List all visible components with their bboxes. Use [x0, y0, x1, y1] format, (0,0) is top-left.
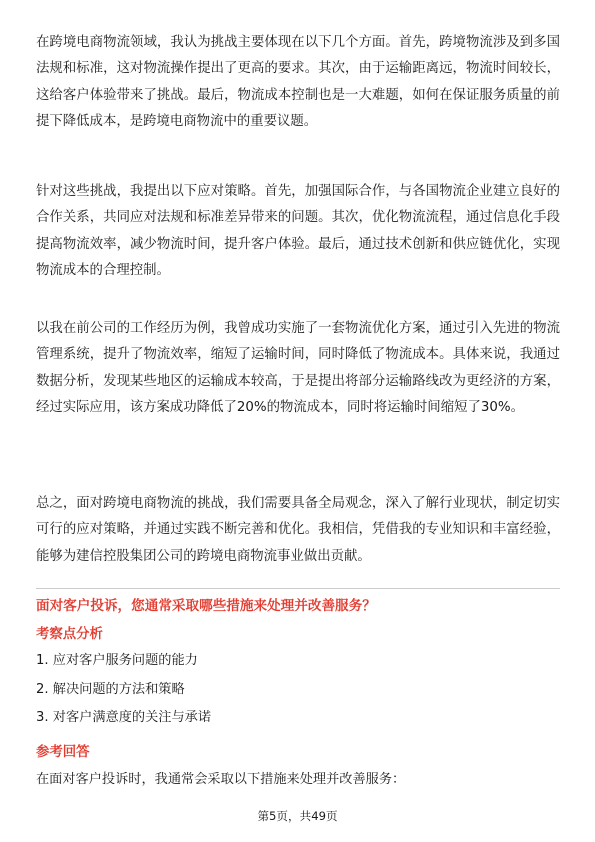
reference-label: 参考回答 — [36, 745, 90, 760]
answer-paragraph-experience: 以我在前公司的工作经历为例，我曾成功实施了一套物流优化方案，通过引入先进的物流管理系统，提升了物流效率，缩短了运输时间，同时降低了物流成本。具体来说，我通过数据分析，发现某些地区的运输成本较高，于是提出将部分运输路线改为更经济的方案，经过实际应用，该方案成功降低了20%的物流成本，同时将运输时间缩短了30%。 — [36, 321, 560, 416]
question-heading: 面对客户投诉，您通常采取哪些措施来处理并改善服务？ — [36, 598, 376, 614]
analysis-label: 考察点分析 — [36, 627, 103, 642]
answer-paragraph-strategies: 针对这些挑战，我提出以下应对策略。首先，加强国际合作，与各国物流企业建立良好的合作关系，共同应对法规和标准差异带来的问题。其次，优化物流流程，通过信息化手段提高物流效率，减少物流时间，提升客户体验。最后，通过技术创新和供应链优化，实现物流成本的合理控制。 — [36, 184, 560, 279]
reference-intro: 在面对客户投诉时，我通常会采取以下措施来处理并改善服务： — [36, 772, 406, 787]
page-number: 第5页，共49页 — [257, 809, 338, 823]
answer-paragraph-challenges: 在跨境电商物流领域，我认为挑战主要体现在以下几个方面。首先，跨境物流涉及到多国法规和标准，这对物流操作提出了更高的要求。其次，由于运输距离远，物流时间较长，这给客户体验带来了挑战。最后，物流成本控制也是一大难题，如何在保证服务质量的前提下降低成本，是跨境电商物流中的重要议题。 — [36, 35, 560, 130]
analysis-item: 2. 解决问题的方法和策略 — [36, 682, 185, 697]
section-divider — [36, 588, 560, 589]
answer-paragraph-conclusion: 总之，面对跨境电商物流的挑战，我们需要具备全局观念，深入了解行业现状，制定切实可行的应对策略，并通过实践不断完善和优化。我相信，凭借我的专业知识和丰富经验，能够为建信控股集团公司的跨境电商物流事业做出贡献。 — [36, 496, 560, 564]
analysis-item: 3. 对客户满意度的关注与承诺 — [36, 710, 212, 725]
analysis-item: 1. 应对客户服务问题的能力 — [36, 653, 198, 668]
